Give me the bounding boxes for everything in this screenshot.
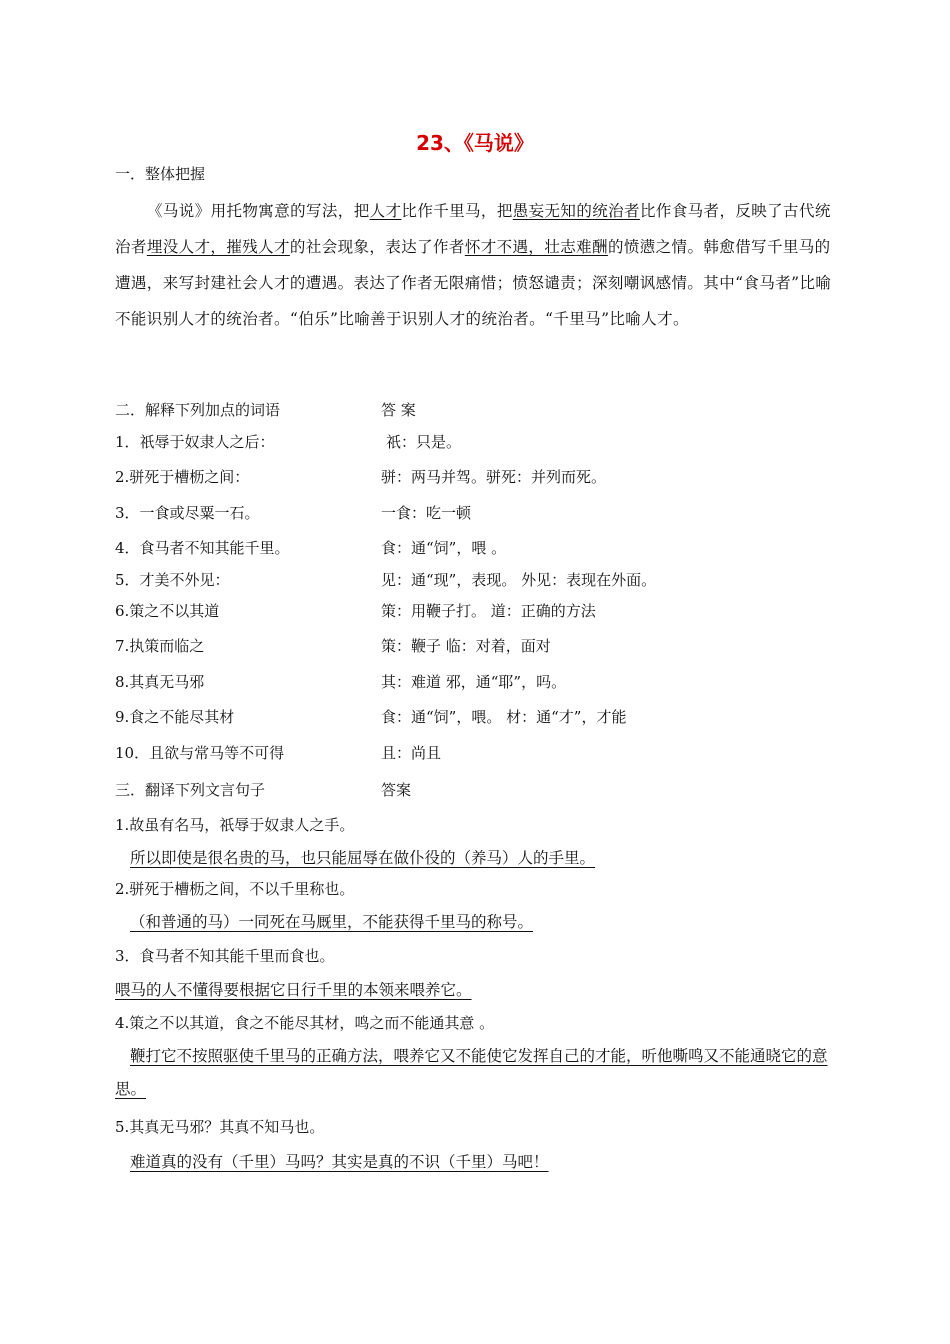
translate-question: 1.故虽有名马，祇辱于奴隶人之手。 <box>115 816 355 834</box>
vocab-question: 1．祇辱于奴隶人之后： <box>115 433 275 451</box>
vocab-answer: 其：难道 邪，通“耶”，吗。 <box>381 673 567 691</box>
para-underline-3: 埋没人才，摧残人才 <box>146 238 290 256</box>
vocab-question: 9.食之不能尽其材 <box>115 708 235 726</box>
vocab-question: 7.执策而临之 <box>115 637 205 655</box>
translate-answer-text: 喂马的人不懂得要根据它日行千里的本领来喂养它。 <box>115 981 472 999</box>
translate-answer <box>115 1147 855 1177</box>
section3-answer-label: 答案 <box>381 781 412 799</box>
vocab-question: 10．且欲与常马等不可得 <box>115 744 285 762</box>
translate-question: 5.其真无马邪？其真不知马也。 <box>115 1118 325 1136</box>
para-text-c: 比作食马者，反映了古代统治者 <box>115 202 831 256</box>
vocab-question: 2.骈死于槽枥之间： <box>115 468 250 486</box>
translate-question: 2.骈死于槽枥之间，不以千里称也。 <box>115 880 355 898</box>
vocab-answer: 且：尚且 <box>381 744 442 762</box>
para-text-e: 的愤懑之情。韩愈借写千里马的遭遇，来写封建社会人才的遭遇。表达了作者无限痛惜；愤怒谴责；深刻嘲讽感情。其中“食马者”比喻不能识别人才的统治者。“伯乐”比喻善于识别人才的统治者。“千里马”比喻人才。 <box>115 238 832 328</box>
section3-heading: 三．翻译下列文言句子 <box>115 781 266 799</box>
para-text-d: 的社会现象，表达了作者 <box>289 238 465 256</box>
vocab-answer: 食：通“饲”，喂。 材：通“才”，才能 <box>381 708 627 726</box>
para-text-a: 《马说》用托物寓意的写法，把 <box>147 202 370 220</box>
section1-paragraph <box>115 193 840 337</box>
page-title: 23、《马说》 <box>416 131 534 155</box>
translate-answer <box>115 843 855 873</box>
vocab-question: 6.策之不以其道 <box>115 602 220 620</box>
translate-answer <box>115 907 855 937</box>
vocab-answer: 骈：两马并驾。骈死：并列而死。 <box>381 468 607 486</box>
para-underline-4: 怀才不遇，壮志难酬 <box>464 238 608 256</box>
vocab-answer: 策：鞭子 临：对着，面对 <box>381 637 551 655</box>
section2-answer-label: 答 案 <box>381 401 416 419</box>
para-underline-1: 人才 <box>369 202 402 220</box>
translate-answer-text: （和普通的马）一同死在马厩里，不能获得千里马的称号。 <box>130 913 534 931</box>
vocab-answer: 祇：只是。 <box>386 433 462 451</box>
translate-answer-text: 鞭打它不按照驱使千里马的正确方法，喂养它又不能使它发挥自己的才能，听他嘶鸣又不能通晓它的意思。 <box>115 1047 828 1098</box>
translate-answer-text: 所以即使是很名贵的马，也只能屈辱在做仆役的（养马）人的手里。 <box>130 849 596 867</box>
vocab-answer: 见：通“现”，表现。 外见：表现在外面。 <box>381 571 657 589</box>
para-text-b: 比作千里马，把 <box>401 202 513 220</box>
translate-question: 4.策之不以其道，食之不能尽其材，鸣之而不能通其意 。 <box>115 1014 495 1032</box>
vocab-question: 3．一食或尽粟一石。 <box>115 504 260 522</box>
translate-question: 3．食马者不知其能千里而食也。 <box>115 947 335 965</box>
vocab-answer: 一食：吃一顿 <box>381 504 472 522</box>
para-underline-2: 愚妄无知的统治者 <box>512 202 640 220</box>
section2-heading: 二．解释下列加点的词语 <box>115 401 281 419</box>
translate-answer <box>115 1040 840 1106</box>
translate-answer-text: 难道真的没有（千里）马吗？其实是真的不识（千里）马吧！ <box>130 1153 549 1171</box>
translate-answer <box>115 975 840 1005</box>
vocab-question: 8.其真无马邪 <box>115 673 205 691</box>
vocab-answer: 食：通“饲”，喂 。 <box>381 539 507 557</box>
section1-heading: 一．整体把握 <box>115 165 206 183</box>
vocab-question: 4．食马者不知其能千里。 <box>115 539 290 557</box>
vocab-answer: 策：用鞭子打。 道：正确的方法 <box>381 602 596 620</box>
vocab-question: 5．才美不外见： <box>115 571 230 589</box>
